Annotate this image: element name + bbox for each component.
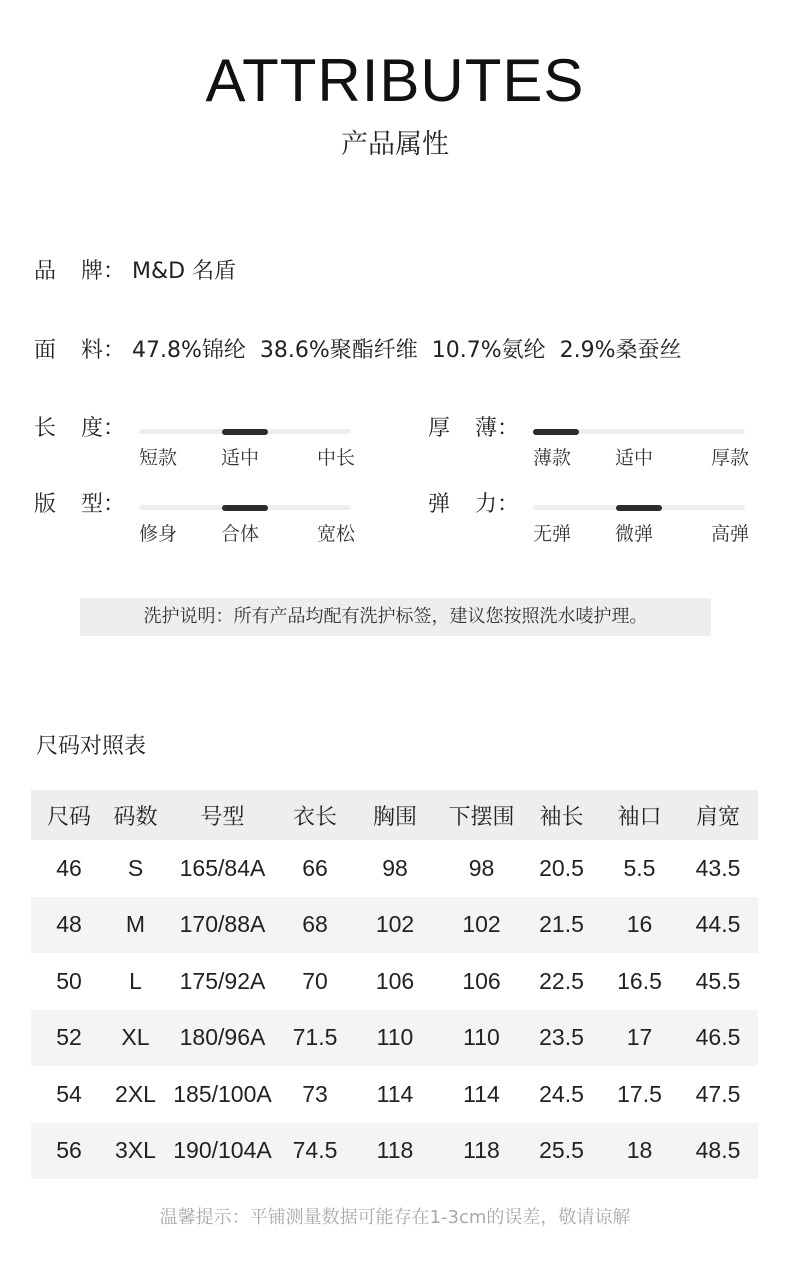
table-cell: 74.5 [281,1123,349,1180]
measurement-tip: 温馨提示：平铺测量数据可能存在1-3cm的误差，敬请谅解 [159,1207,631,1228]
column-header: 尺码 [31,790,107,840]
table-cell: 66 [302,854,328,881]
column-header: 衣长 [281,790,349,840]
table-cell: 180/96A [164,1010,281,1067]
fit-indicator [222,505,268,511]
fit-option-regular: 合体 [221,523,260,545]
table-cell: 190/104A [164,1123,281,1180]
table-cell: 16 [601,897,678,954]
table-cell: 48 [31,897,107,954]
table-cell: 48.5 [678,1123,758,1180]
page-title: ATTRIBUTES [205,47,585,114]
table-cell: 47.5 [695,1080,741,1107]
table-cell: 98 [468,854,495,881]
table-cell: 46 [56,854,82,881]
brand-row [34,257,236,287]
table-cell: 70 [302,967,328,994]
table-row [31,1010,758,1067]
table-cell: 102 [349,897,441,954]
column-header: 号型 [164,790,281,840]
table-cell: 165/84A [179,854,266,881]
table-cell: 102 [441,897,522,954]
table-row [31,897,758,954]
thickness-option-thin: 薄款 [533,447,572,469]
table-cell: 106 [462,967,501,994]
thickness-indicator [533,429,579,435]
table-cell: 17 [601,1010,678,1067]
care-instructions: 洗护说明：所有产品均配有洗护标签，建议您按照洗水唛护理。 [80,598,711,636]
size-chart-title: 尺码对照表 [36,734,147,759]
table-cell: 175/92A [179,967,266,994]
table-cell: 114 [463,1080,500,1107]
fabric-label: 面 料： [34,338,126,363]
length-indicator [222,429,268,435]
thickness-label: 厚 薄： [428,416,520,441]
column-header: 袖长 [522,790,601,840]
table-cell: 5.5 [623,854,656,881]
table-cell: 52 [31,1010,107,1067]
elasticity-option-none: 无弹 [533,523,572,545]
table-cell: 16.5 [617,967,662,994]
table-cell: 50 [56,967,82,994]
table-cell: 68 [281,897,349,954]
page-subtitle: 产品属性 [341,129,449,160]
table-cell: 3XL [107,1123,164,1180]
elasticity-scale [428,490,758,550]
thickness-option-thick: 厚款 [710,447,749,469]
length-scale [34,414,364,474]
table-cell: XL [107,1010,164,1067]
length-option-short: 短款 [139,447,178,469]
column-header: 袖口 [601,790,678,840]
fit-scale [34,490,364,550]
table-cell: 20.5 [539,854,584,881]
size-chart-table [31,790,758,1179]
table-row [31,953,758,1010]
brand-label: 品 牌： [34,259,126,284]
table-cell: 44.5 [678,897,758,954]
length-option-long: 中长 [316,447,355,469]
size-chart-header-row [31,790,758,840]
column-header: 肩宽 [678,790,758,840]
table-cell: 46.5 [678,1010,758,1067]
table-cell: 114 [376,1080,414,1107]
fit-option-slim: 修身 [139,523,178,545]
table-cell: 45.5 [695,967,741,994]
fabric-value: 47.8%锦纶 38.6%聚酯纤维 10.7%氨纶 2.9%桑蚕丝 [132,338,682,363]
table-row [31,1123,758,1180]
table-cell: 106 [375,967,415,994]
table-cell: L [129,967,142,994]
table-cell: 110 [441,1010,522,1067]
elasticity-option-slight: 微弹 [615,523,654,545]
column-header: 胸围 [349,790,441,840]
table-cell: 43.5 [695,854,741,881]
table-cell: 2XL [115,1080,156,1107]
table-cell: 17.5 [617,1080,662,1107]
thickness-track [533,429,745,434]
table-cell: 118 [441,1123,522,1180]
elasticity-indicator [616,505,662,511]
length-track [139,429,351,434]
table-cell: 22.5 [539,967,584,994]
table-cell: M [107,897,164,954]
table-cell: S [127,854,144,881]
table-cell: 185/100A [173,1080,272,1107]
table-cell: 170/88A [164,897,281,954]
elasticity-label: 弹 力： [428,492,520,517]
table-cell: 110 [349,1010,441,1067]
table-cell: 98 [382,854,408,881]
column-header: 码数 [107,790,164,840]
elasticity-option-high: 高弹 [710,523,749,545]
fit-option-loose: 宽松 [316,523,355,545]
table-cell: 25.5 [522,1123,601,1180]
table-row [31,1066,758,1123]
brand-value: M&D 名盾 [132,259,237,284]
length-label: 长 度： [34,416,126,441]
table-cell: 21.5 [522,897,601,954]
table-cell: 24.5 [539,1080,584,1107]
table-cell: 73 [302,1080,328,1107]
column-header: 下摆围 [441,790,522,840]
table-row [31,840,758,897]
table-cell: 71.5 [281,1010,349,1067]
fit-label: 版 型： [34,492,126,517]
fabric-row [34,336,682,366]
table-cell: 56 [31,1123,107,1180]
table-cell: 118 [349,1123,441,1180]
thickness-option-medium: 适中 [615,447,654,469]
elasticity-track [533,505,745,510]
table-cell: 23.5 [522,1010,601,1067]
fit-track [139,505,351,510]
table-cell: 18 [601,1123,678,1180]
table-cell: 54 [56,1080,82,1107]
thickness-scale [428,414,758,474]
length-option-medium: 适中 [221,447,260,469]
